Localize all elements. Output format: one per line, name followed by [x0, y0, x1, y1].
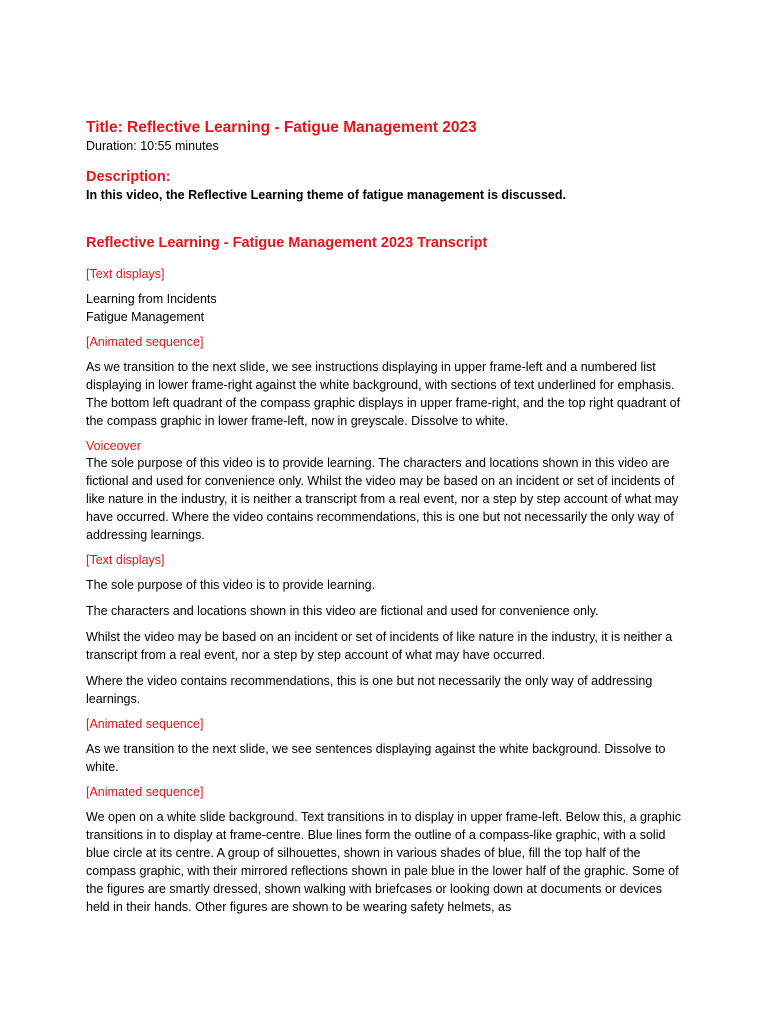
tag-animated-sequence: [Animated sequence] — [86, 785, 204, 799]
text-line: Learning from Incidents — [86, 292, 217, 306]
paragraph: The sole purpose of this video is to provide learning. — [86, 578, 376, 592]
paragraph: We open on a white slide background. Text transitions in to display in upper frame-left. Below this, a graphic transitions in to display at frame-centre. Blue lines form the outline of a compass-like graphic, with a solid blue circle at its centre. A group of silhouettes, shown in various shades of blue, fill the top half of the compass graphic, with their mirrored reflections shown in pale blue in the lower half of the graphic. Some of the figures are smartly dressed, shown walking with briefcases or looking down at documents or devices held in their hands. Other figures are shown to be wearing safety helmets, as — [86, 810, 682, 914]
tag-animated-sequence: [Animated sequence] — [86, 335, 204, 349]
tag-animated-sequence: [Animated sequence] — [86, 717, 204, 731]
paragraph: As we transition to the next slide, we see sentences displaying against the white background. Dissolve to white. — [86, 742, 666, 774]
tag-text-displays: [Text displays] — [86, 553, 165, 567]
voiceover-text: The sole purpose of this video is to provide learning. The characters and locations shown in this video are fictional and used for convenience only. Whilst the video may be based on an incident or set of incidents of like nature in the industry, it is neither a transcript from a real event, nor a step by step account of what may have occurred. Where the video contains recommendations, this is one but not necessarily the only way of addressing learnings. — [86, 456, 679, 542]
voiceover-label: Voiceover — [86, 439, 141, 453]
paragraph: Whilst the video may be based on an incident or set of incidents of like nature in the industry, it is neither a transcript from a real event, nor a step by step account of what may have occurred. — [86, 630, 673, 662]
paragraph: The characters and locations shown in this video are fictional and used for convenience only. — [86, 604, 599, 618]
description-heading: Description: — [86, 169, 171, 185]
duration-text: Duration: 10:55 minutes — [86, 139, 219, 153]
transcript-heading: Reflective Learning - Fatigue Management 2023 Transcript — [86, 235, 488, 251]
paragraph: As we transition to the next slide, we see instructions displaying in upper frame-left and a numbered list displaying in lower frame-right against the white background, with sections of text underlined for emphasis. The bottom left quadrant of the compass graphic displays in upper frame-right, and the top right quadrant of the compass graphic in lower frame-left, now in greyscale. Dissolve to white. — [86, 360, 681, 428]
description-text: In this video, the Reflective Learning theme of fatigue management is discussed. — [86, 188, 566, 202]
text-line: Fatigue Management — [86, 310, 205, 324]
text-lines-block — [86, 290, 686, 326]
tag-text-displays: [Text displays] — [86, 267, 165, 281]
document-title: Title: Reflective Learning - Fatigue Management 2023 — [86, 119, 477, 136]
document-content — [86, 118, 686, 924]
paragraph: Where the video contains recommendations, this is one but not necessarily the only way of addressing learnings. — [86, 674, 653, 706]
